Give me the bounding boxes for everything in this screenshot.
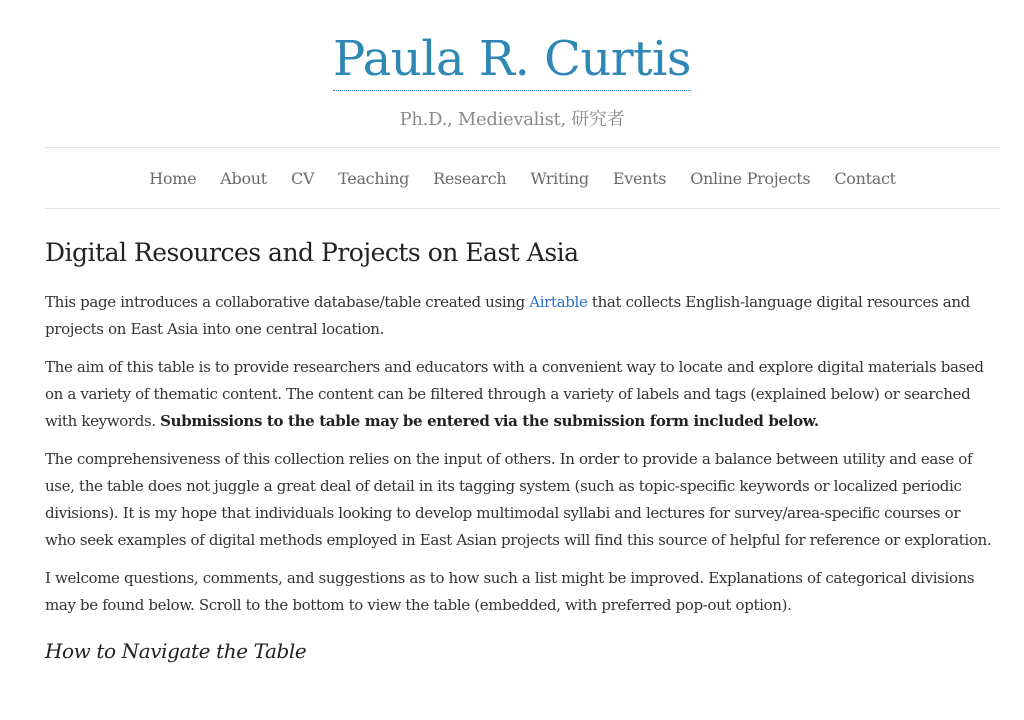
nav-item-events[interactable]: Events [612, 168, 667, 188]
nav-item-writing[interactable]: Writing [530, 168, 589, 188]
nav-item-home[interactable]: Home [149, 168, 197, 188]
main-navigation [45, 148, 1000, 208]
airtable-link[interactable]: Airtable [529, 293, 588, 311]
nav-item-research[interactable]: Research [433, 168, 507, 188]
nav-item-about[interactable]: About [220, 168, 267, 188]
nav-bottom-divider [45, 208, 1000, 209]
nav-item-online-projects[interactable]: Online Projects [690, 168, 811, 188]
nav-item-contact[interactable]: Contact [834, 168, 896, 188]
intro-paragraph [45, 289, 995, 343]
main-content [45, 238, 995, 663]
nav-item-teaching[interactable]: Teaching [338, 168, 410, 188]
aim-text: The aim of this table is to provide researchers and educators with a convenient way to locate and explore digital materials based on a variety of thematic content. The content can be filtered through a variety of labels and tags (explained below) or searched with keywords. [45, 358, 984, 430]
intro-text-after: that collects English-language digital resources and projects on East Asia into one central location. [45, 293, 970, 338]
aim-paragraph [45, 354, 995, 435]
site-tagline: Ph.D., Medievalist, 研究者 [399, 109, 625, 130]
page-title: Digital Resources and Projects on East Asia [45, 238, 579, 267]
site-title-link[interactable]: Paula R. Curtis [333, 30, 691, 91]
submission-note: Submissions to the table may be entered via the submission form included below. [160, 412, 819, 430]
navigate-table-heading: How to Navigate the Table [45, 639, 307, 663]
site-header [0, 0, 1024, 131]
comprehensiveness-paragraph: The comprehensiveness of this collection relies on the input of others. In order to provide a balance between utility and ease of use, the table does not juggle a great deal of detail in its tagging system (such as topic-specific keywords or localized periodic divisions). It is my hope that individuals looking to develop multimodal syllabi and lectures for survey/area-specific courses or who seek examples of digital methods employed in East Asian projects will find this source of helpful for reference or exploration. [45, 450, 992, 549]
intro-text-before: This page introduces a collaborative database/table created using [45, 293, 530, 311]
feedback-paragraph: I welcome questions, comments, and suggestions as to how such a list might be improved. Explanations of categorical divisions may be found below. Scroll to the bottom to view the table (embedded, with preferred pop-out option). [45, 569, 975, 614]
nav-item-cv[interactable]: CV [290, 168, 315, 188]
